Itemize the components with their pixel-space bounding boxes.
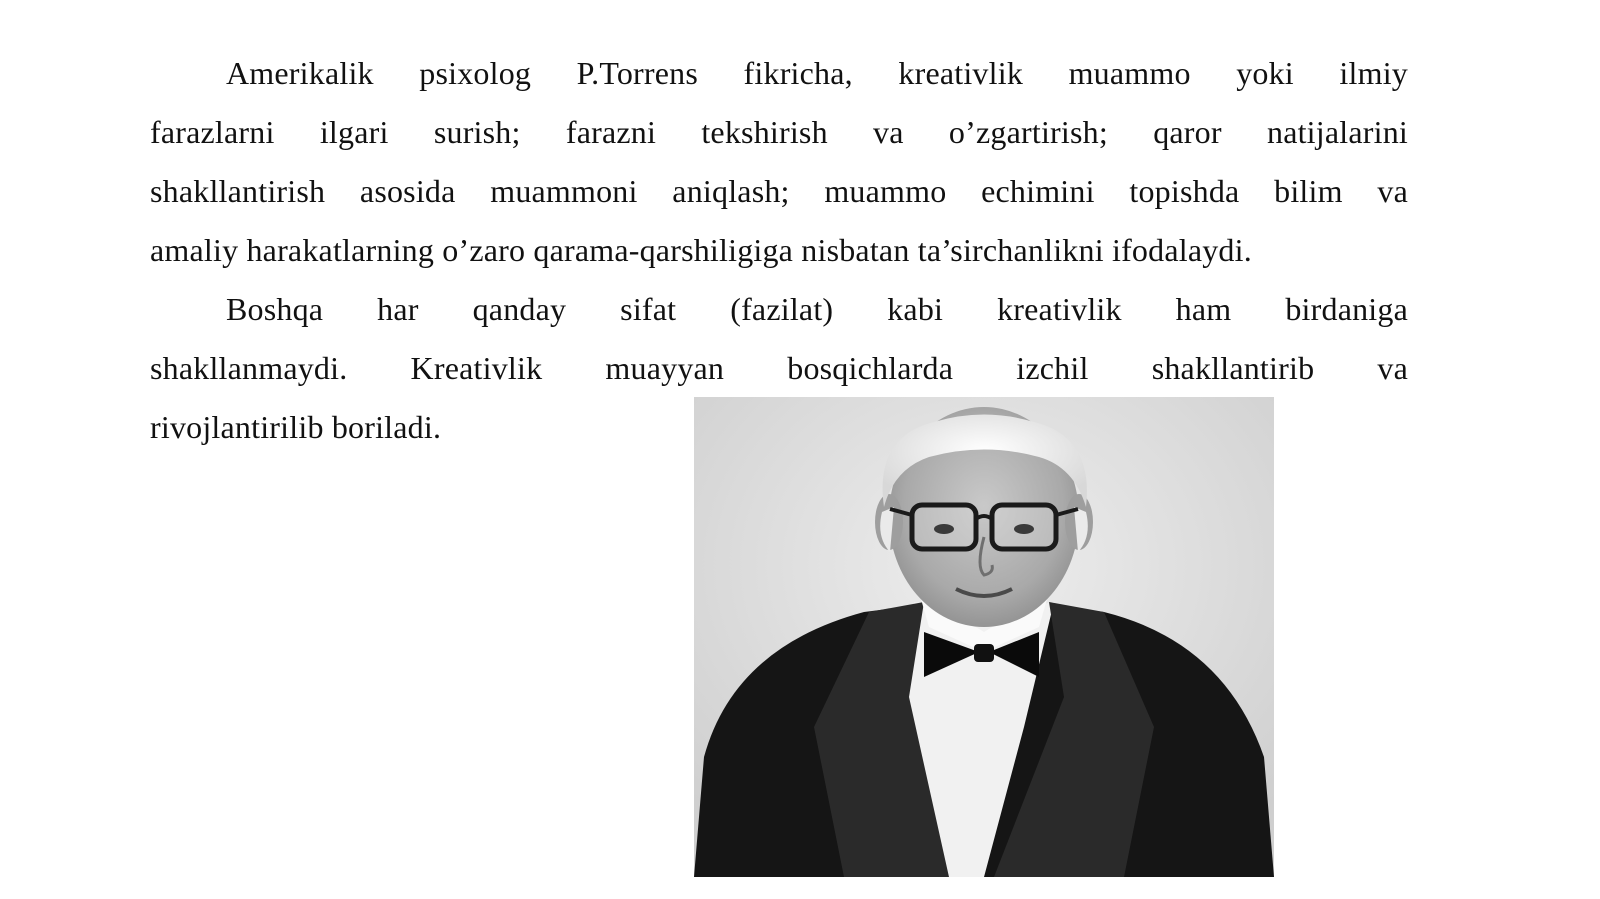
right-eye: [1014, 524, 1034, 534]
paragraph-1-line-1: Amerikalik psixolog P.Torrens fikricha, kreativlik muammo yoki ilmiy: [226, 55, 1408, 91]
paragraph-2-line-1: Boshqa har qanday sifat (fazilat) kabi kreativlik ham birdaniga: [226, 291, 1408, 327]
paragraph-2-line-3: rivojlantirilib boriladi.: [150, 409, 442, 445]
portrait-photo: [694, 397, 1274, 877]
paragraph-1-line-2: farazlarni ilgari surish; farazni tekshirish va o’zgartirish; qaror natijalarini: [150, 114, 1408, 150]
paragraph-1: [150, 44, 1408, 280]
paragraph-1-line-3: shakllantirish asosida muammoni aniqlash; muammo echimini topishda bilim va: [150, 173, 1408, 209]
left-eye: [934, 524, 954, 534]
portrait-illustration: [694, 397, 1274, 877]
bow-tie-knot: [974, 644, 994, 662]
paragraph-2-line-2: shakllanmaydi. Kreativlik muayyan bosqichlarda izchil shakllantirib va: [150, 350, 1408, 386]
paragraph-1-line-4: amaliy harakatlarning o’zaro qarama-qarshiligiga nisbatan ta’sirchanlikni ifodalaydi.: [150, 232, 1252, 268]
